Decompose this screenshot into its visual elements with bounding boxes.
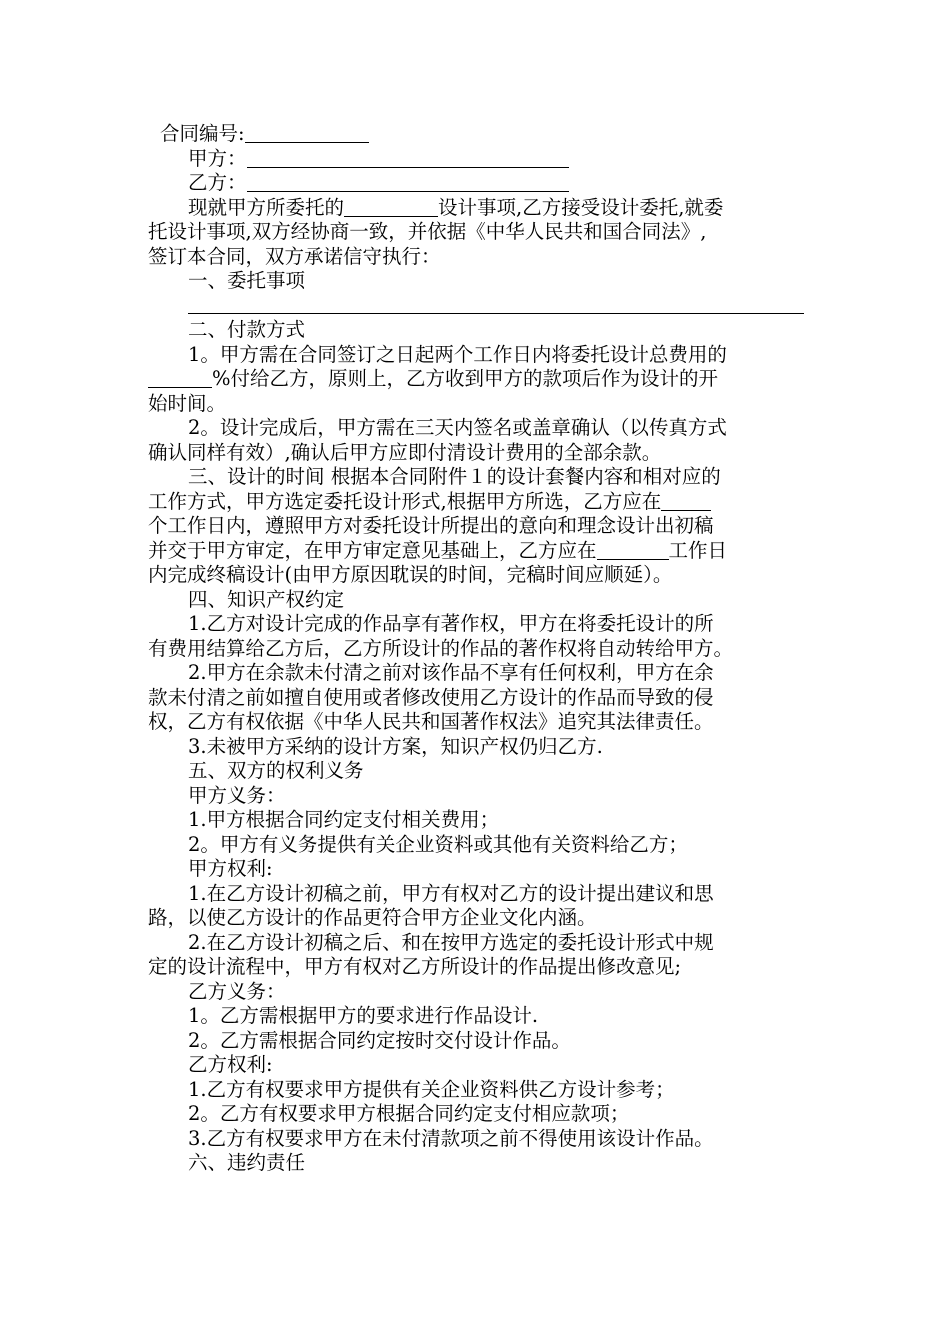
clause-line: 1.在乙方设计初稿之前，甲方有权对乙方的设计提出建议和思 bbox=[188, 881, 714, 905]
clause-text: 并交于甲方审定，在甲方审定意见基础上，乙方应在 bbox=[148, 538, 597, 562]
clause-line: 1.乙方对设计完成的作品享有著作权，甲方在将委托设计的所 bbox=[188, 612, 714, 635]
party-a-line bbox=[148, 147, 808, 172]
subsection-heading: 甲方义务： bbox=[188, 783, 286, 807]
design-item-blank bbox=[344, 196, 438, 217]
clause-text: 工作方式，甲方选定委托设计形式,根据甲方所选，乙方应在 bbox=[148, 489, 662, 513]
intro-line: 托设计事项,双方经协商一致，并依据《中华人民共和国合同法》, bbox=[148, 220, 707, 243]
clause-line: 2。甲方有义务提供有关企业资料或其他有关资料给乙方； bbox=[188, 832, 688, 856]
clause-line: 2.在乙方设计初稿之后、和在按甲方选定的委托设计形式中规 bbox=[188, 930, 714, 954]
intro-text: 设计事项,乙方接受设计委托,就委 bbox=[438, 195, 724, 219]
contract-number-label: 合同编号: bbox=[160, 122, 245, 145]
commission-blank-line bbox=[148, 294, 804, 319]
party-b-line bbox=[148, 171, 808, 196]
party-b-blank bbox=[247, 172, 569, 193]
party-a-label: 甲方： bbox=[188, 146, 247, 170]
clause-line: 定的设计流程中，甲方有权对乙方所设计的作品提出修改意见; bbox=[148, 955, 682, 978]
clause-line: 2。设计完成后，甲方需在三天内签名或盖章确认（以传真方式 bbox=[188, 416, 727, 439]
final-days-blank bbox=[597, 539, 669, 560]
clause-line bbox=[148, 490, 808, 515]
section-heading: 二、付款方式 bbox=[188, 318, 306, 341]
clause-line bbox=[148, 367, 808, 392]
percent-blank bbox=[148, 368, 212, 389]
section-heading: 一、委托事项 bbox=[188, 269, 306, 292]
clause-line: 内完成终稿设计(由甲方原因耽误的时间，完稿时间应顺延）。 bbox=[148, 563, 673, 586]
clause-line: 2.甲方在余款未付清之前对该作品不享有任何权利，甲方在余 bbox=[188, 661, 714, 684]
party-a-blank bbox=[247, 147, 569, 168]
clause-line: 款未付清之前如擅自使用或者修改使用乙方设计的作品而导致的侵 bbox=[148, 685, 714, 709]
clause-line: 始时间。 bbox=[148, 391, 227, 415]
intro-line bbox=[148, 196, 808, 221]
clause-line: 3.未被甲方采纳的设计方案，知识产权仍归乙方. bbox=[188, 734, 603, 758]
clause-line: 1.甲方根据合同约定支付相关费用； bbox=[188, 808, 500, 831]
intro-text: 现就甲方所委托的 bbox=[188, 195, 345, 219]
clause-line: 有费用结算给乙方后，乙方所设计的作品的著作权将自动转给甲方。 bbox=[148, 636, 734, 660]
clause-line: 2。乙方需根据合同约定按时交付设计作品。 bbox=[188, 1028, 571, 1052]
intro-line: 签订本合同，双方承诺信守执行： bbox=[148, 244, 441, 268]
contract-number-blank bbox=[245, 123, 369, 144]
clause-line: 个工作日内，遵照甲方对委托设计所提出的意向和理念设计出初稿 bbox=[148, 514, 714, 537]
section-heading: 五、双方的权利义务 bbox=[188, 759, 364, 782]
clause-line: 2。乙方有权要求甲方根据合同约定支付相应款项； bbox=[188, 1102, 630, 1125]
clause-line: 确认同样有效）,确认后甲方应即付清设计费用的全部余款。 bbox=[148, 440, 662, 464]
section-heading: 六、违约责任 bbox=[188, 1151, 306, 1174]
clause-line: 1。乙方需根据甲方的要求进行作品设计. bbox=[188, 1004, 539, 1027]
clause-line: 3.乙方有权要求甲方在未付清款项之前不得使用该设计作品。 bbox=[188, 1126, 714, 1150]
subsection-heading: 乙方权利: bbox=[188, 1053, 273, 1076]
clause-line: 路，以使乙方设计的作品更符合甲方企业文化内涵。 bbox=[148, 906, 597, 929]
subsection-heading: 甲方权利: bbox=[188, 857, 273, 880]
section-heading: 三、设计的时间 根据本合同附件１的设计套餐内容和相对应的 bbox=[188, 465, 721, 488]
contract-body bbox=[148, 122, 808, 1176]
days-blank bbox=[661, 490, 711, 511]
section-heading: 四、知识产权约定 bbox=[188, 587, 345, 611]
contract-number-line bbox=[148, 122, 808, 147]
subsection-heading: 乙方义务： bbox=[188, 979, 286, 1003]
clause-line: 1。甲方需在合同签订之日起两个工作日内将委托设计总费用的 bbox=[188, 342, 727, 366]
clause-line bbox=[148, 539, 808, 564]
clause-text: %付给乙方，原则上，乙方收到甲方的款项后作为设计的开 bbox=[212, 367, 719, 390]
clause-text: 工作日 bbox=[668, 538, 728, 562]
clause-line: 权，乙方有权依据《中华人民共和国著作权法》追究其法律责任。 bbox=[148, 710, 714, 733]
party-b-label: 乙方： bbox=[188, 171, 247, 194]
clause-line: 1.乙方有权要求甲方提供有关企业资料供乙方设计参考； bbox=[188, 1077, 675, 1101]
